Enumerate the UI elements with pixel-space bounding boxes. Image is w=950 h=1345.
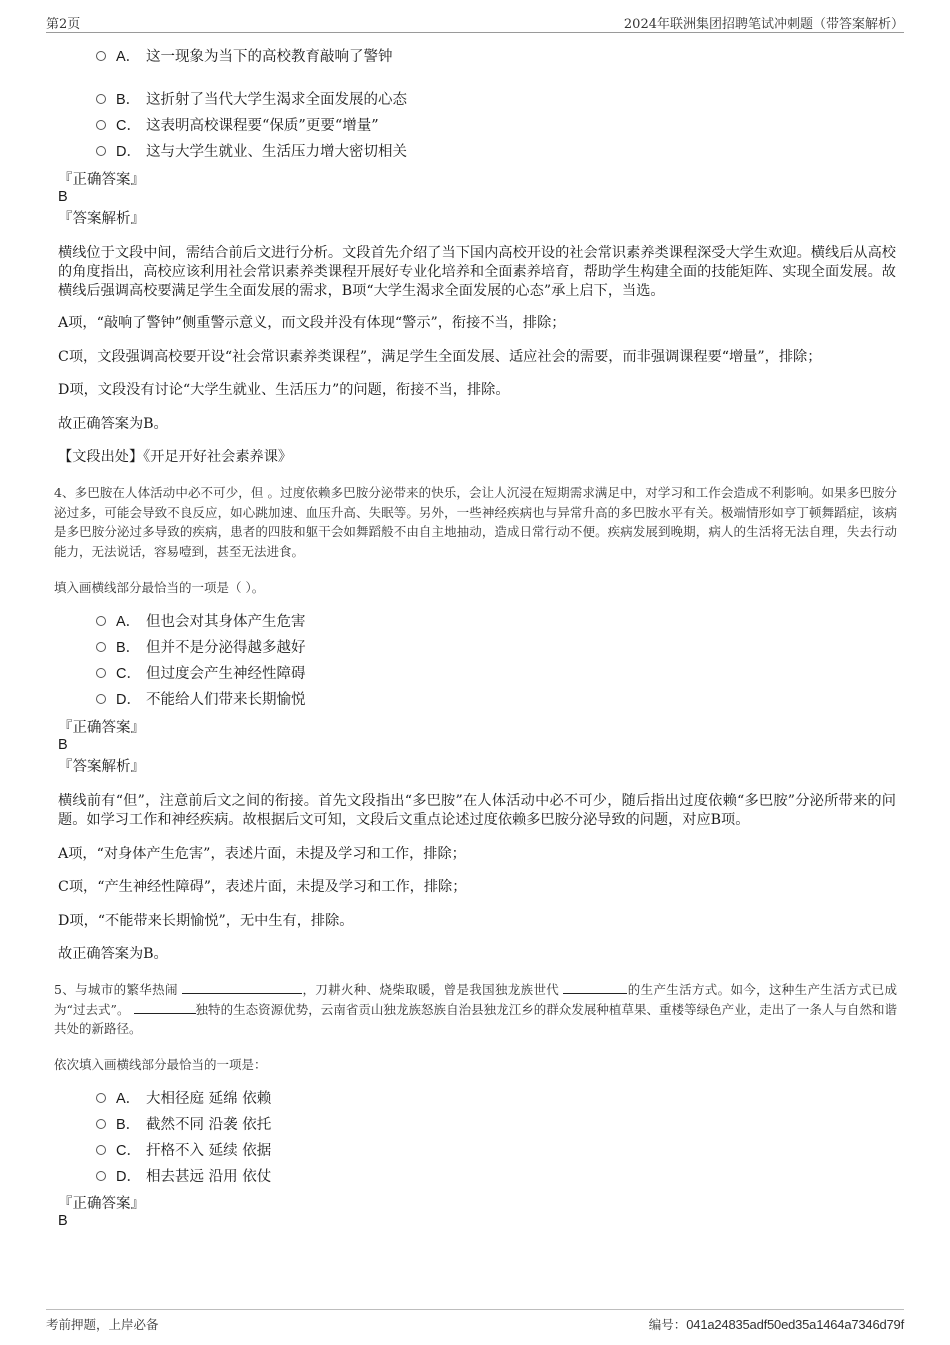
radio-icon[interactable] — [96, 51, 106, 61]
q5-answer-label: 『正确答案』 — [58, 1196, 145, 1212]
q5-option-d[interactable]: D． 相去甚远 沿用 依仗 — [96, 1167, 271, 1187]
q4-option-d[interactable]: D． 不能给人们带来长期愉悦 — [96, 690, 306, 710]
q3-analysis-paragraph: 横线位于文段中间，需结合前后文进行分析。文段首先介绍了当下国内高校开设的社会常识素养类课程深受大学生欢迎。横线后从高校的角度指出，高校应该利用社会常识素养类课程开展好专业化培养和全面素养培育，帮助学生构建全面的技能矩阵、实现全面发展。故横线后强调高校要满足学生全面发展的需求，B项“大学生渴求全面发展的心态”承上启下，当选。 — [58, 245, 896, 299]
radio-icon[interactable] — [96, 120, 106, 130]
q5-option-c[interactable]: C． 扞格不入 延续 依据 — [96, 1141, 271, 1161]
page-number: 第2页 — [46, 17, 81, 32]
q3-option-b[interactable]: B． 这折射了当代大学生渴求全面发展的心态 — [96, 90, 407, 110]
footer-code: 编号：041a24835adf50ed35a1464a7346d79f — [648, 1317, 904, 1332]
q5-blank-3 — [134, 1001, 196, 1014]
q3-option-c[interactable]: C． 这表明高校课程要“保质”更要“增量” — [96, 116, 379, 136]
radio-icon[interactable] — [96, 668, 106, 678]
q3-conclusion: 故正确答案为B。 — [58, 416, 168, 432]
q3-answer: B — [58, 189, 68, 205]
q3-analysis-label: 『答案解析』 — [58, 211, 145, 227]
q4-stem: 4、多巴胺在人体活动中必不可少，但 。过度依赖多巴胺分泌带来的快乐，会让人沉浸在短期需求满足中，对学习和工作会造成不利影响。如果多巴胺分泌过多，可能会导致不良反应，如心跳加速、血压升高、失眠等。另外，一些神经疾病也与异常升高的多巴胺水平有关。极端情形如亨丁顿舞蹈症，该病是多巴胺分泌过多导致的疾病，患者的四肢和躯干会如舞蹈般不由自主地抽动，造成日常行动不便。疾病发展到晚期，病人的生活将无法自理，失去行动能力，无法说话，容易噎到，甚至无法进食。 — [54, 485, 897, 559]
q4-conclusion: 故正确答案为B。 — [58, 946, 168, 962]
q3-analysis-c: C项，文段强调高校要开设“社会常识素养类课程”，满足学生全面发展、适应社会的需要，而非强调课程要“增量”，排除； — [58, 349, 822, 365]
q3-analysis-a: A项，“敲响了警钟”侧重警示意义，而文段并没有体现“警示”，衔接不当，排除； — [58, 315, 566, 331]
document-title: 2024年联洲集团招聘笔试冲刺题（带答案解析） — [623, 17, 904, 32]
q4-analysis-label: 『答案解析』 — [58, 759, 145, 775]
q5-stem: 5、与城市的繁华热闹 ，刀耕火种、烧柴取暖，曾是我国独龙族世代 的生产生活方式。如今，这种生产生活方式已成为“过去式”。 独特的生态资源优势，云南省贡山独龙族怒族自治县独龙江乡的群众发展种植草果、重楼等绿色产业，走出了一条人与自然和谐共处的新路径。 — [54, 982, 898, 1036]
radio-icon[interactable] — [96, 1145, 106, 1155]
q5-blank-1 — [182, 981, 302, 994]
q5-answer: B — [58, 1213, 68, 1229]
page-footer — [46, 1309, 904, 1336]
q4-analysis-c: C项，“产生神经性障碍”，表述片面，未提及学习和工作，排除； — [58, 879, 467, 895]
q4-answer: B — [58, 737, 68, 753]
q5-option-a[interactable]: A． 大相径庭 延绵 依赖 — [96, 1089, 271, 1109]
q4-answer-label: 『正确答案』 — [58, 720, 145, 736]
radio-icon[interactable] — [96, 642, 106, 652]
q3-analysis-d: D项，文段没有讨论“大学生就业、生活压力”的问题，衔接不当，排除。 — [58, 382, 510, 398]
q3-source: 【文段出处】《开足开好社会素养课》 — [58, 449, 293, 465]
q4-option-b[interactable]: B． 但并不是分泌得越多越好 — [96, 638, 306, 658]
radio-icon[interactable] — [96, 616, 106, 626]
q3-answer-label: 『正确答案』 — [58, 172, 145, 188]
q5-prompt: 依次填入画横线部分最恰当的一项是： — [54, 1057, 267, 1072]
q5-option-b[interactable]: B． 截然不同 沿袭 依托 — [96, 1115, 271, 1135]
radio-icon[interactable] — [96, 1093, 106, 1103]
q4-option-a[interactable]: A． 但也会对其身体产生危害 — [96, 612, 306, 632]
footer-motto: 考前押题，上岸必备 — [46, 1317, 159, 1332]
q4-prompt: 填入画横线部分最恰当的一项是（ ）。 — [54, 580, 265, 595]
q4-analysis-a: A项，“对身体产生危害”，表述片面，未提及学习和工作，排除； — [58, 846, 466, 862]
radio-icon[interactable] — [96, 1119, 106, 1129]
q4-option-c[interactable]: C． 但过度会产生神经性障碍 — [96, 664, 306, 684]
radio-icon[interactable] — [96, 694, 106, 704]
q4-analysis-d: D项，“不能带来长期愉悦”，无中生有，排除。 — [58, 913, 354, 929]
radio-icon[interactable] — [96, 146, 106, 156]
page-header — [46, 10, 904, 33]
q5-blank-2 — [563, 981, 627, 994]
radio-icon[interactable] — [96, 94, 106, 104]
q3-option-d[interactable]: D． 这与大学生就业、生活压力增大密切相关 — [96, 142, 407, 162]
q4-analysis-paragraph: 横线前有“但”，注意前后文之间的衔接。首先文段指出“多巴胺”在人体活动中必不可少，随后指出过度依赖“多巴胺”分泌所带来的问题。如学习工作和神经疾病。故根据后文可知，文段后文重点论述过度依赖多巴胺分泌导致的问题，对应B项。 — [58, 793, 896, 828]
radio-icon[interactable] — [96, 1171, 106, 1181]
q3-option-a[interactable]: A． 这一现象为当下的高校教育敲响了警钟 — [96, 47, 393, 67]
